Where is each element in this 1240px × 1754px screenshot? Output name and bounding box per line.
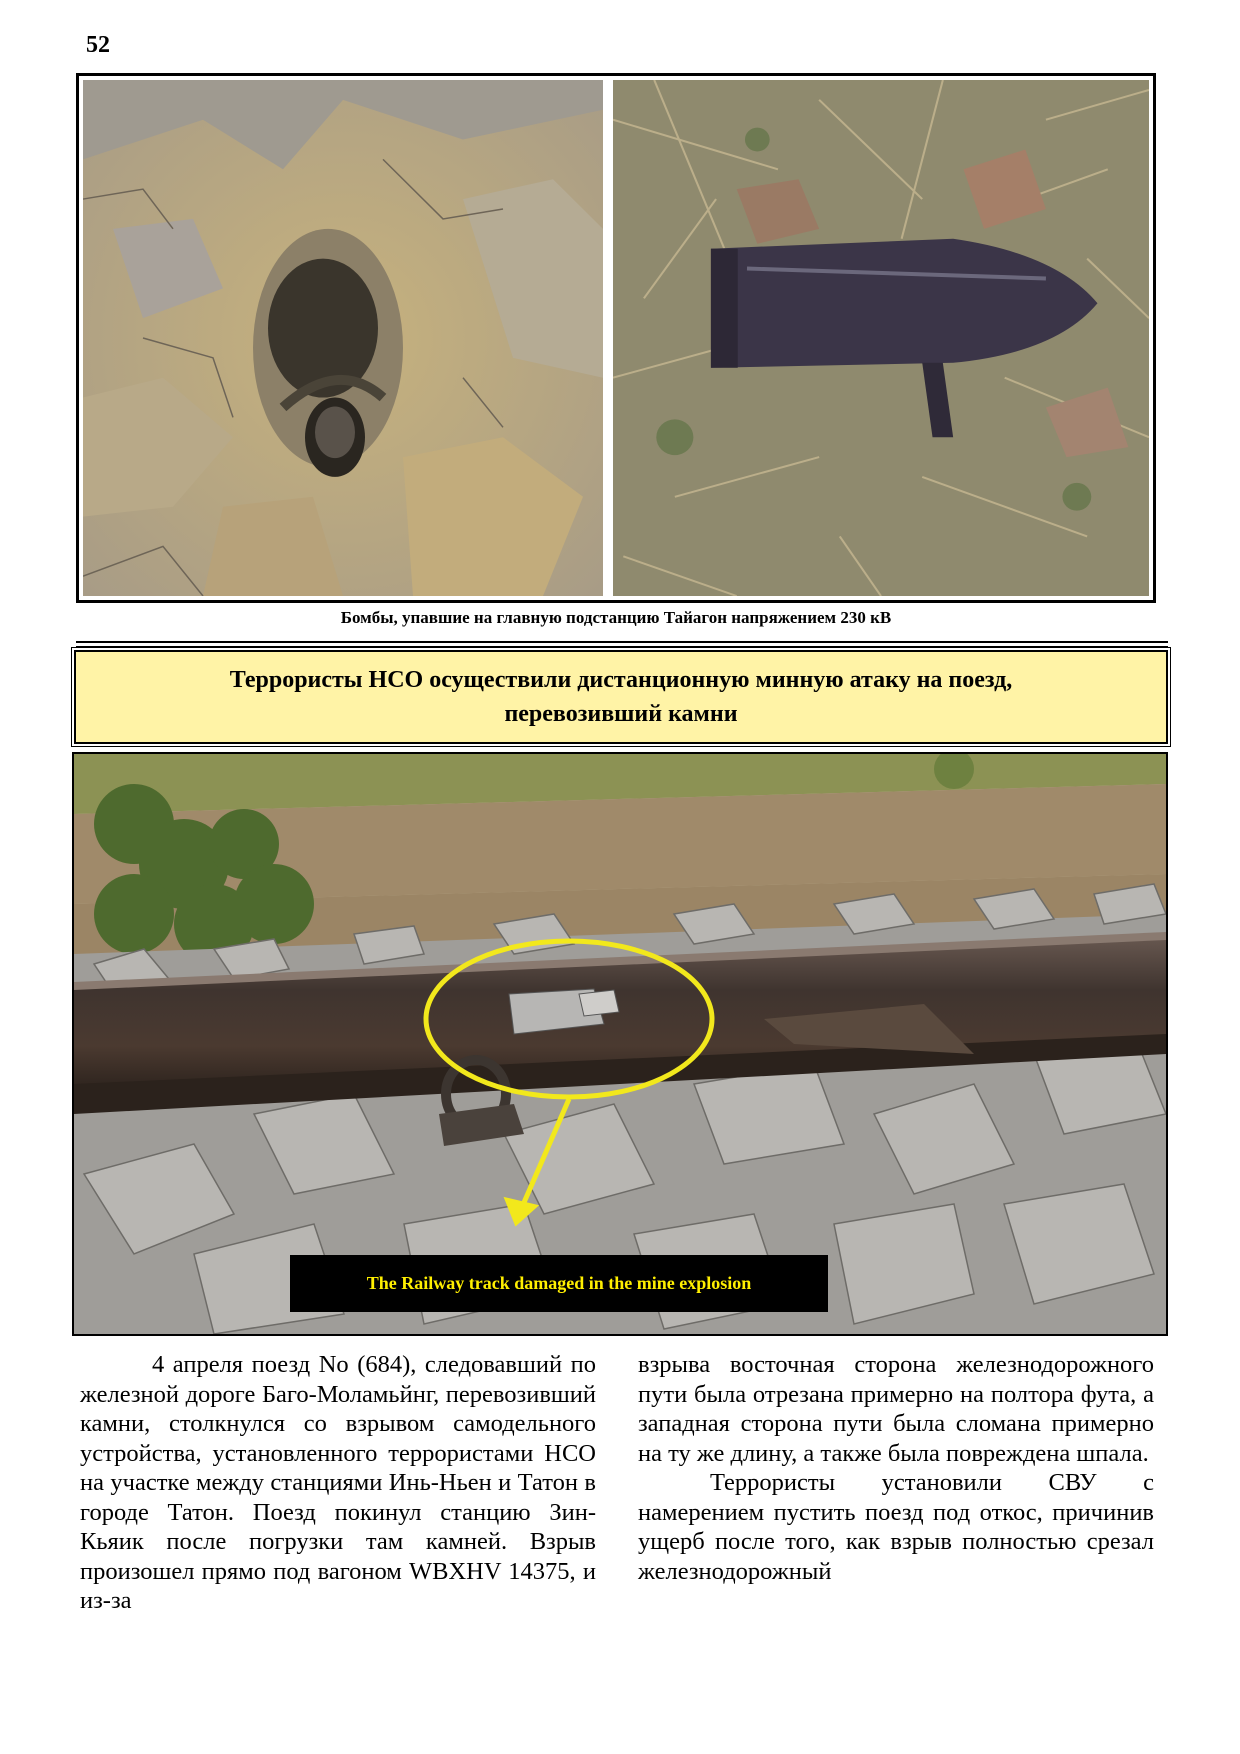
top-photo-caption: Бомбы, упавшие на главную подстанцию Тайагон напряжением 230 кВ xyxy=(340,608,892,627)
article-paragraph: взрыва восточная сторона железнодорожного пути была отрезана примерно на полтора фута, а западная сторона пути была сломана примерно на ту же длину, а также была повреждена шпала. xyxy=(638,1351,1154,1467)
article-paragraph: 4 апреля поезд No (684), следовавший по железной дороге Баго-Моламьйнг, перевозивший камни, столкнулся со взрывом самодельного устройства, установленного террористами НСО на участке между станциями Инь-Ньен и Татон в городе Татон. Поезд покинул станцию Зин-Кьяик после погрузки там камней. Взрыв произошел прямо под вагоном WBXHV 14375, и из-за xyxy=(80,1351,596,1614)
headline xyxy=(131,663,1111,731)
railway-damage-label: The Railway track damaged in the mine explosion xyxy=(290,1255,828,1312)
article-column-right xyxy=(638,1350,1154,1586)
damaged-railway-photo xyxy=(72,752,1168,1336)
article-paragraph: Террористы установили СВУ с намерением пустить поезд под откос, причинив ущерб после того, как взрыв полностью срезал железнодорожный xyxy=(638,1469,1154,1585)
headline-line-2: перевозивший камни xyxy=(504,701,738,727)
headline-box xyxy=(74,650,1168,744)
article-column-left xyxy=(80,1350,596,1616)
bomb-shell-photo xyxy=(613,80,1149,596)
divider-rule xyxy=(76,646,1168,648)
top-photo-frame xyxy=(76,73,1156,603)
page-number: 52 xyxy=(86,32,110,58)
divider-rule xyxy=(76,641,1168,643)
bomb-crater-photo xyxy=(83,80,603,596)
headline-line-1: Террористы НСО осуществили дистанционную минную атаку на поезд, xyxy=(229,667,1013,693)
